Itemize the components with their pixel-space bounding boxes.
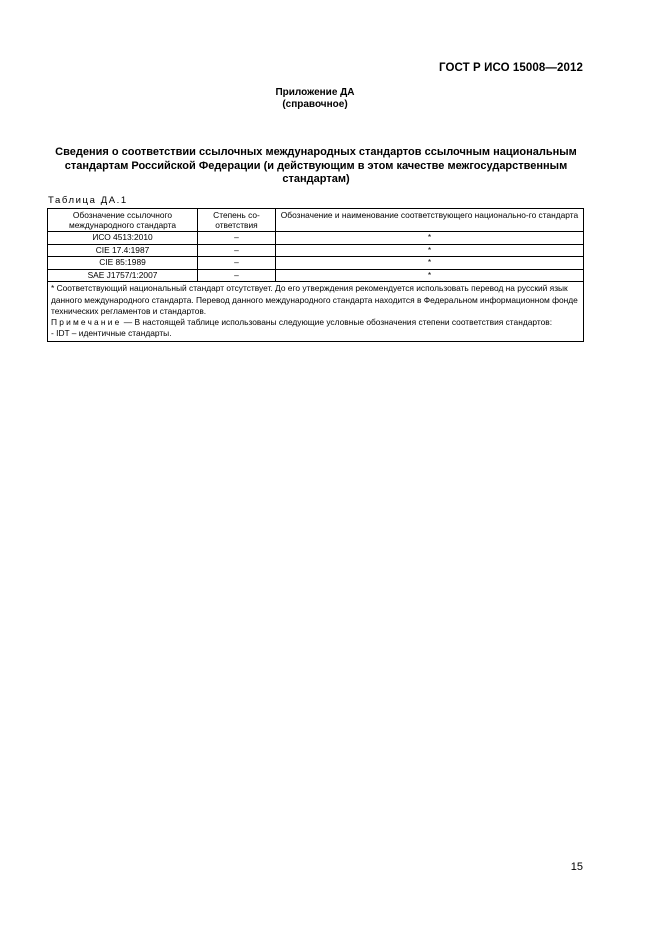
cell-national: *	[276, 269, 584, 282]
table-row	[48, 257, 584, 270]
table-header-row	[48, 209, 584, 232]
header-national-standard: Обозначение и наименование соответствующего национально-го стандарта	[276, 209, 584, 232]
cell-standard: SAE J1757/1:2007	[48, 269, 198, 282]
note-text: — В настоящей таблице использованы следующие условные обозначения степени соответствия стандартов:	[121, 317, 553, 328]
table-footnote: * Соответствующий национальный стандарт отсутствует. До его утверждения рекомендуется использовать перевод на русский язык данного международного стандарта. Перевод данного международного стандарта находится в Федеральном информационном фонде технических регламентов и стандартов.	[51, 283, 578, 316]
section-title: Сведения о соответствии ссылочных международных стандартов ссылочным национальным стандартам Российской Федерации (и действующим в этом качестве межгосударственным стандартам)	[55, 146, 577, 185]
header-international-standard: Обозначение ссылочного международного стандарта	[48, 209, 198, 232]
table-row	[48, 244, 584, 257]
table-row	[48, 232, 584, 245]
cell-degree: –	[198, 257, 276, 270]
appendix-subtitle: (справочное)	[282, 99, 348, 110]
standards-correspondence-table	[47, 208, 584, 342]
cell-standard: CIE 17.4:1987	[48, 244, 198, 257]
legend-item: - IDT – идентичные стандарты.	[51, 328, 172, 339]
header-degree-of-correspondence: Степень со-ответствия	[198, 209, 276, 232]
cell-national: *	[276, 232, 584, 245]
table-caption: Таблица ДА.1	[48, 195, 128, 206]
cell-national: *	[276, 257, 584, 270]
table-notes	[48, 282, 584, 342]
cell-standard: CIE 85:1989	[48, 257, 198, 270]
note-label: Примечание	[51, 317, 122, 328]
appendix-title: Приложение ДА	[275, 87, 355, 98]
table-row	[48, 269, 584, 282]
appendix-heading	[0, 87, 630, 111]
table-notes-row	[48, 282, 584, 342]
table-note	[51, 317, 580, 328]
cell-standard: ИСО 4513:2010	[48, 232, 198, 245]
page-number: 15	[570, 861, 583, 873]
cell-degree: –	[198, 232, 276, 245]
cell-national: *	[276, 244, 584, 257]
cell-degree: –	[198, 269, 276, 282]
cell-degree: –	[198, 244, 276, 257]
document-standard-code: ГОСТ Р ИСО 15008—2012	[438, 62, 583, 74]
